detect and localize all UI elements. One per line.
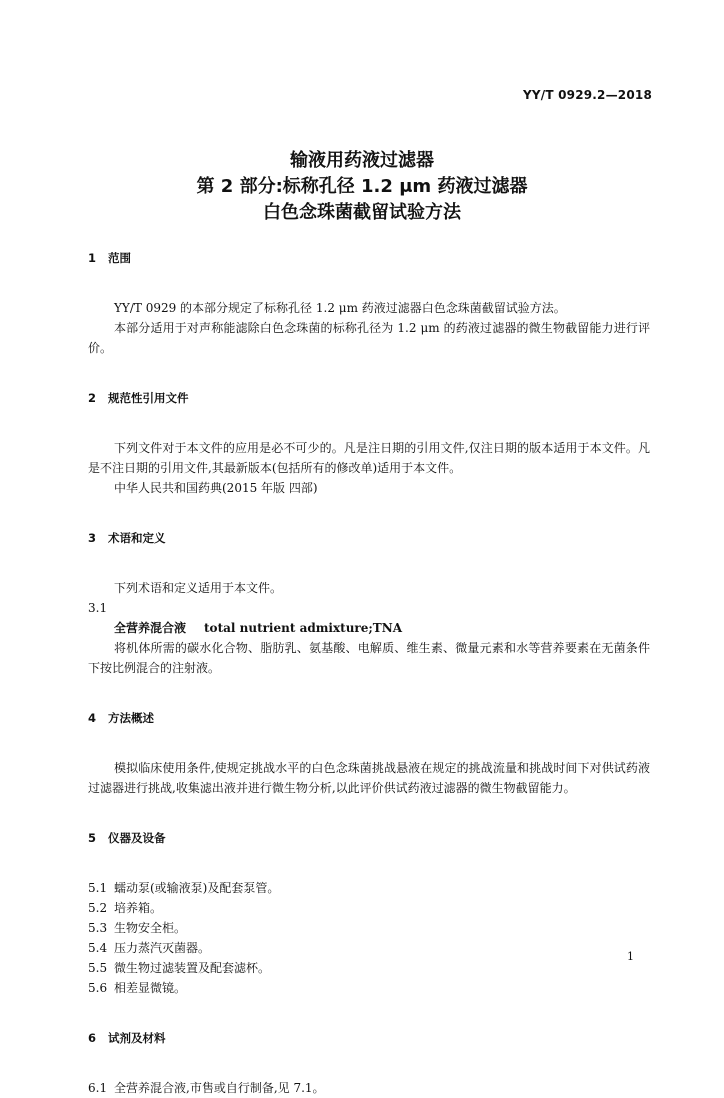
title-line-1: 输液用药液过滤器	[290, 150, 434, 171]
subclause-number: 3.1	[88, 601, 108, 615]
list-item	[88, 1078, 650, 1098]
section-2-heading	[88, 390, 650, 406]
item-number: 5.4	[88, 941, 108, 955]
section-title: 仪器及设备	[108, 831, 166, 845]
title-line-3: 白色念珠菌截留试验方法	[263, 202, 461, 223]
paragraph: 下列文件对于本文件的应用是必不可少的。凡是注日期的引用文件,仅注日期的版本适用于本文件。凡是不注日期的引用文件,其最新版本(包括所有的修改单)适用于本文件。	[88, 441, 650, 475]
list-item	[88, 898, 650, 918]
item-number: 5.6	[88, 981, 108, 995]
document-title	[0, 148, 724, 226]
item-text: 全营养混合液,市售或自行制备,见 7.1。	[114, 1081, 325, 1095]
paragraph: 下列术语和定义适用于本文件。	[114, 581, 283, 595]
item-number: 6.1	[88, 1081, 108, 1095]
item-number: 5.2	[88, 901, 108, 915]
paragraph: YY/T 0929 的本部分规定了标称孔径 1.2 μm 药液过滤器白色念珠菌截留试验方法。	[114, 301, 566, 315]
document-body	[88, 250, 650, 1098]
section-title: 范围	[108, 251, 131, 265]
section-number: 2	[88, 391, 97, 405]
item-text: 相差显微镜。	[114, 981, 187, 995]
list-item	[88, 978, 650, 998]
item-text: 培养箱。	[114, 901, 163, 915]
section-number: 1	[88, 251, 97, 265]
section-number: 4	[88, 711, 97, 725]
section-title: 方法概述	[108, 711, 154, 725]
reference-item: 中华人民共和国药典(2015 年版 四部)	[114, 481, 318, 495]
section-6-heading	[88, 1030, 650, 1046]
paragraph: 模拟临床使用条件,使规定挑战水平的白色念珠菌挑战悬液在规定的挑战流量和挑战时间下对供试药液过滤器进行挑战,收集滤出液并进行微生物分析,以此评价供试药液过滤器的微生物截留能力。	[88, 761, 650, 795]
section-5-heading	[88, 830, 650, 846]
item-text: 压力蒸汽灭菌器。	[114, 941, 211, 955]
section-number: 5	[88, 831, 97, 845]
section-number: 3	[88, 531, 97, 545]
page-number: 1	[627, 950, 634, 963]
section-1-heading	[88, 250, 650, 266]
term-entry	[88, 618, 650, 638]
paragraph: 本部分适用于对声称能滤除白色念珠菌的标称孔径为 1.2 μm 的药液过滤器的微生物截留能力进行评价。	[88, 321, 650, 355]
item-text: 蠕动泵(或输液泵)及配套泵管。	[114, 881, 280, 895]
section-title: 术语和定义	[108, 531, 166, 545]
section-title: 规范性引用文件	[108, 391, 189, 405]
item-number: 5.1	[88, 881, 108, 895]
section-3-heading	[88, 530, 650, 546]
item-text: 生物安全柜。	[114, 921, 187, 935]
item-number: 5.5	[88, 961, 108, 975]
list-item	[88, 938, 650, 958]
item-text: 微生物过滤装置及配套滤杯。	[114, 961, 271, 975]
list-item	[88, 918, 650, 938]
standard-code: YY/T 0929.2—2018	[522, 88, 652, 102]
term-chinese: 全营养混合液	[114, 621, 187, 635]
section-4-heading	[88, 710, 650, 726]
list-item	[88, 878, 650, 898]
title-line-2: 第 2 部分:标称孔径 1.2 μm 药液过滤器	[196, 176, 528, 197]
item-number: 5.3	[88, 921, 108, 935]
list-item	[88, 958, 650, 978]
section-title: 试剂及材料	[108, 1031, 166, 1045]
term-definition: 将机体所需的碳水化合物、脂肪乳、氨基酸、电解质、维生素、微量元素和水等营养要素在无菌条件下按比例混合的注射液。	[88, 641, 650, 675]
section-number: 6	[88, 1031, 97, 1045]
term-english: total nutrient admixture;TNA	[204, 621, 403, 635]
